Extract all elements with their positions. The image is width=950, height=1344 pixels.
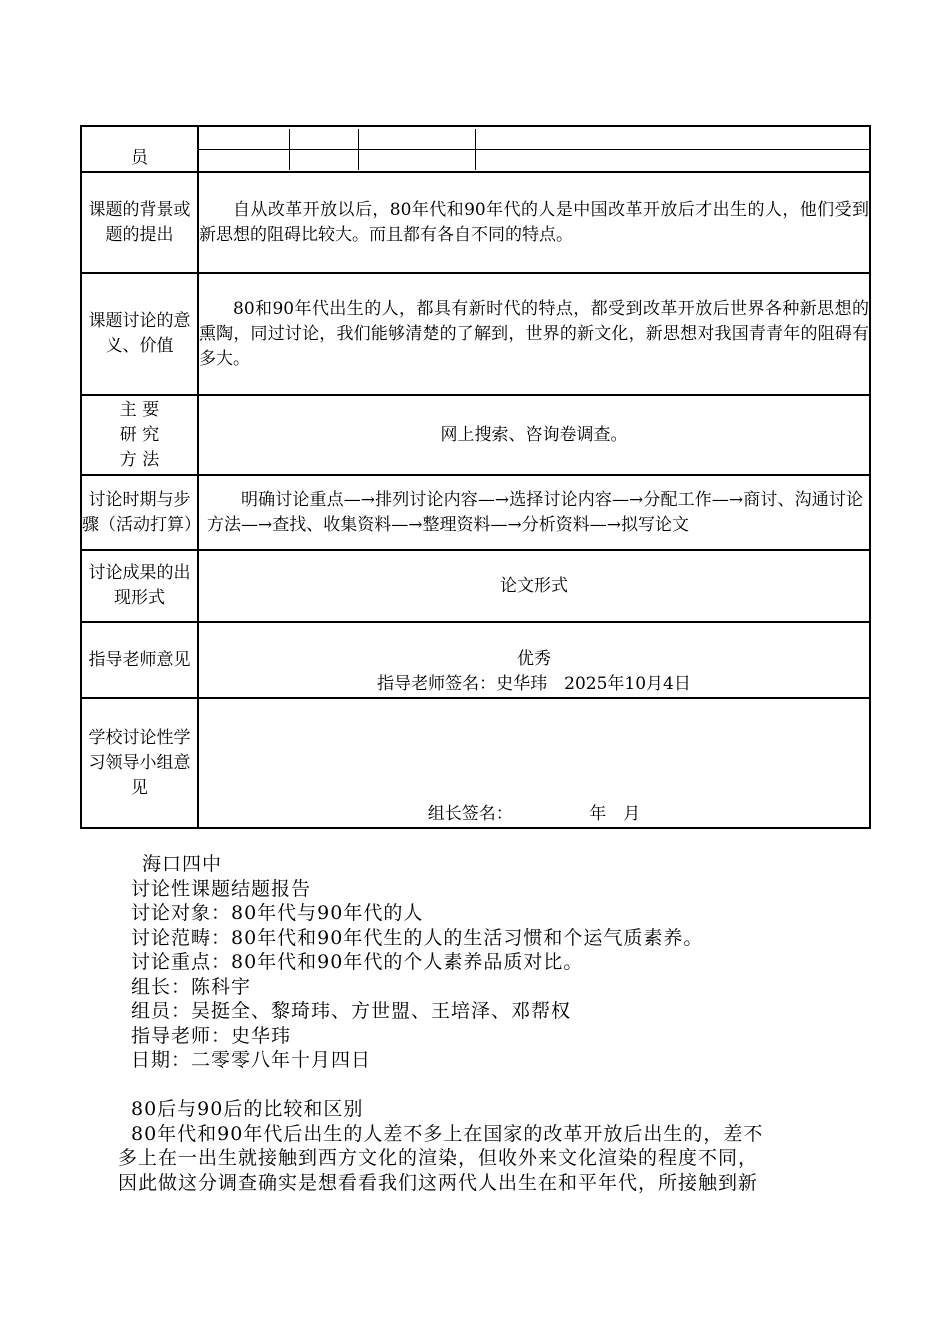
method-label-line: 方 法 [119,449,160,470]
blank-line [118,1073,843,1098]
method-label [81,395,198,475]
project-form-table [80,125,871,829]
member-slot [199,129,289,150]
method-label-line: 主 要 [119,399,160,420]
report-members: 组员：吴挺全、黎琦玮、方世盟、王培泽、邓帮权 [131,1000,572,1022]
school-group-cell [198,698,870,828]
background-content: 自从改革开放以后，80年代和90年代的人是中国改革开放后才出生的人，他们受到新思想的阻碍比较大。而且都有各自不同的特点。 [198,172,870,273]
report-object: 讨论对象：80年代与90年代的人 [131,902,424,924]
member-label-cell [81,126,198,172]
steps-label: 讨论时期与步骤（活动打算） [81,475,198,550]
report-date: 日期：二零零八年十月四日 [131,1049,372,1071]
school-group-label: 学校讨论性学习领导小组意见 [81,698,198,828]
method-label-line: 研 究 [119,424,160,445]
member-slot [358,129,475,150]
advisor-opinion-label: 指导老师意见 [81,622,198,698]
report-title: 讨论性课题结题报告 [131,877,312,900]
member-label: 员 [131,148,148,168]
body-line: 因此做这分调查确实是想看看我们这两代人出生在和平年代，所接触到新 [118,1171,759,1194]
advisor-opinion-cell [198,622,870,698]
steps-content: 明确讨论重点—→排列讨论内容—→选择讨论内容—→分配工作—→商讨、沟通讨论方法—→查找、收集资料—→整理资料—→分析资料—→拟写论文 [198,475,870,550]
member-slot [199,149,289,170]
advisor-signature: 指导老师签名：史华玮 2025年10月4日 [377,674,691,694]
report-school: 海口四中 [142,853,223,875]
outcome-label: 讨论成果的出现形式 [81,550,198,622]
report-leader: 组长：陈科宇 [131,975,252,998]
group-leader-signature: 组长签名： 年 月 [427,804,641,824]
member-slot [358,149,475,170]
body-line: 80年代和90年代后出生的人差不多上在国家的改革开放后出生的，差不 [131,1122,764,1145]
member-grid-cell [198,126,870,172]
significance-content: 80和90年代出生的人，都具有新时代的特点，都受到改革开放后世界各种新思想的熏陶，同过讨论，我们能够清楚的了解到，世界的新文化，新思想对我国青青年的阻碍有多大。 [198,273,870,395]
background-label: 课题的背景或题的提出 [81,172,198,273]
significance-label: 课题讨论的意义、价值 [81,273,198,395]
member-slot [475,129,869,150]
section-title: 80后与90后的比较和区别 [131,1098,364,1120]
report-teacher: 指导老师：史华玮 [131,1024,292,1047]
report-scope: 讨论范畴：80年代和90年代生的人的生活习惯和个运气质素养。 [131,926,704,949]
member-grid [199,129,869,170]
report-focus: 讨论重点：80年代和90年代的个人素养品质对比。 [131,951,584,973]
report-section [118,852,843,1195]
method-content: 网上搜索、咨询卷调查。 [198,395,870,475]
member-slot [289,149,358,170]
outcome-content: 论文形式 [198,550,870,622]
advisor-opinion: 优秀 [517,649,551,669]
member-slot [289,129,358,150]
member-slot [475,149,869,170]
body-line: 多上在一出生就接触到西方文化的渲染，但收外来文化渲染的程度不同， [118,1147,759,1169]
